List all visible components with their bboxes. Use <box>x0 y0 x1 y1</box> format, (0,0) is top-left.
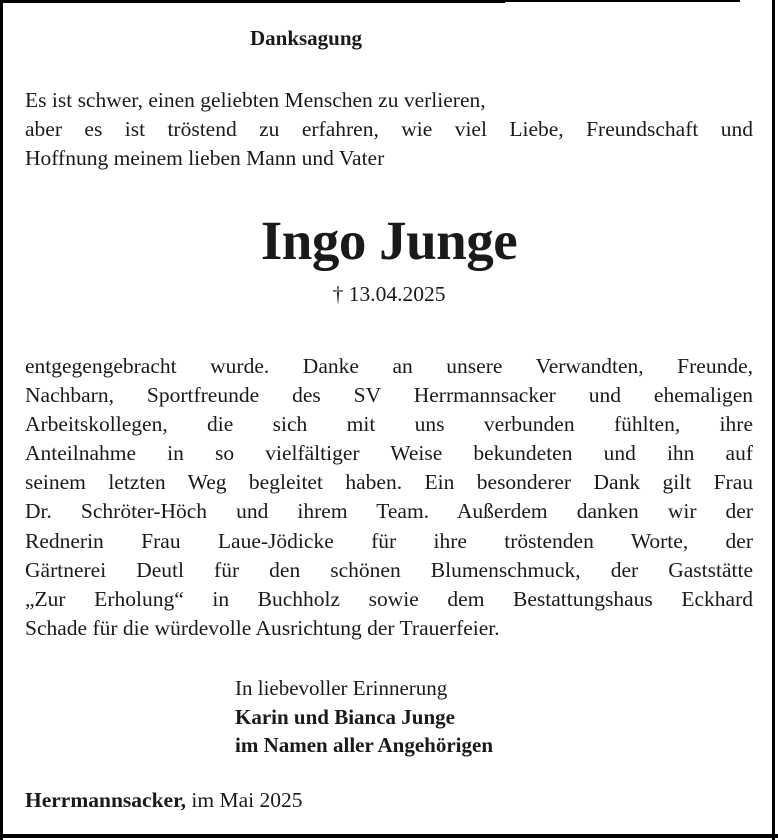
closing-line-memory: In liebevoller Erinnerung <box>235 676 448 700</box>
death-date: † 13.04.2025 <box>332 282 446 306</box>
closing-block <box>235 674 493 760</box>
scan-border-left <box>0 0 3 840</box>
place-name: Herrmannsacker, <box>25 788 187 812</box>
body-text-line: Rednerin Frau Laue-Jödicke für ihre tröstenden Worte, der <box>25 528 753 553</box>
closing-line-relatives: im Namen aller Angehörigen <box>235 733 494 757</box>
body-text-line: Nachbarn, Sportfreunde des SV Herrmannsacker und ehemaligen <box>25 383 753 408</box>
scan-border-top-thin <box>505 0 740 2</box>
intro-para1 <box>25 86 753 115</box>
intro-para2 <box>25 115 753 173</box>
notice-title: Danksagung <box>249 26 363 50</box>
month-year: im Mai 2025 <box>191 788 303 812</box>
body-text-line: „Zur Erholung“ in Buchholz sowie dem Bestattungshaus Eckhard <box>25 586 753 611</box>
place-date-line <box>25 788 303 813</box>
intro-text-line: Es ist schwer, einen geliebten Menschen zu verlieren, <box>25 88 486 112</box>
thanks-paragraph <box>25 352 753 643</box>
intro-text-line: aber es ist tröstend zu erfahren, wie viel Liebe, Freundschaft und <box>25 117 753 141</box>
intro-paragraph <box>25 86 753 173</box>
body-text-line: entgegengebracht wurde. Danke an unsere Verwandten, Freunde, <box>25 354 753 378</box>
deceased-name: Ingo Junge <box>260 210 518 271</box>
body-text-line: Arbeitskollegen, die sich mit uns verbunden fühlten, ihre <box>25 412 753 437</box>
body-text-line: Gärtnerei Deutl für den schönen Blumenschmuck, der Gaststätte <box>25 557 753 582</box>
body-text-line: Schade für die würdevolle Ausrichtung der Trauerfeier. <box>25 615 500 640</box>
scan-border-top-thick <box>0 0 505 3</box>
closing-line-family: Karin und Bianca Junge <box>235 704 455 729</box>
scan-border-bottom <box>0 834 778 838</box>
scan-border-right <box>772 0 775 840</box>
body-text-line: seinem letzten Weg begleitet haben. Ein besonderer Dank gilt Frau <box>25 470 753 495</box>
intro-text-line: Hoffnung meinem lieben Mann und Vater <box>25 146 385 170</box>
body-text-line: Dr. Schröter-Höch und ihrem Team. Außerdem danken wir der <box>25 499 753 524</box>
body-text-line: Anteilnahme in so vielfältiger Weise bekundeten und ihn auf <box>25 441 753 466</box>
